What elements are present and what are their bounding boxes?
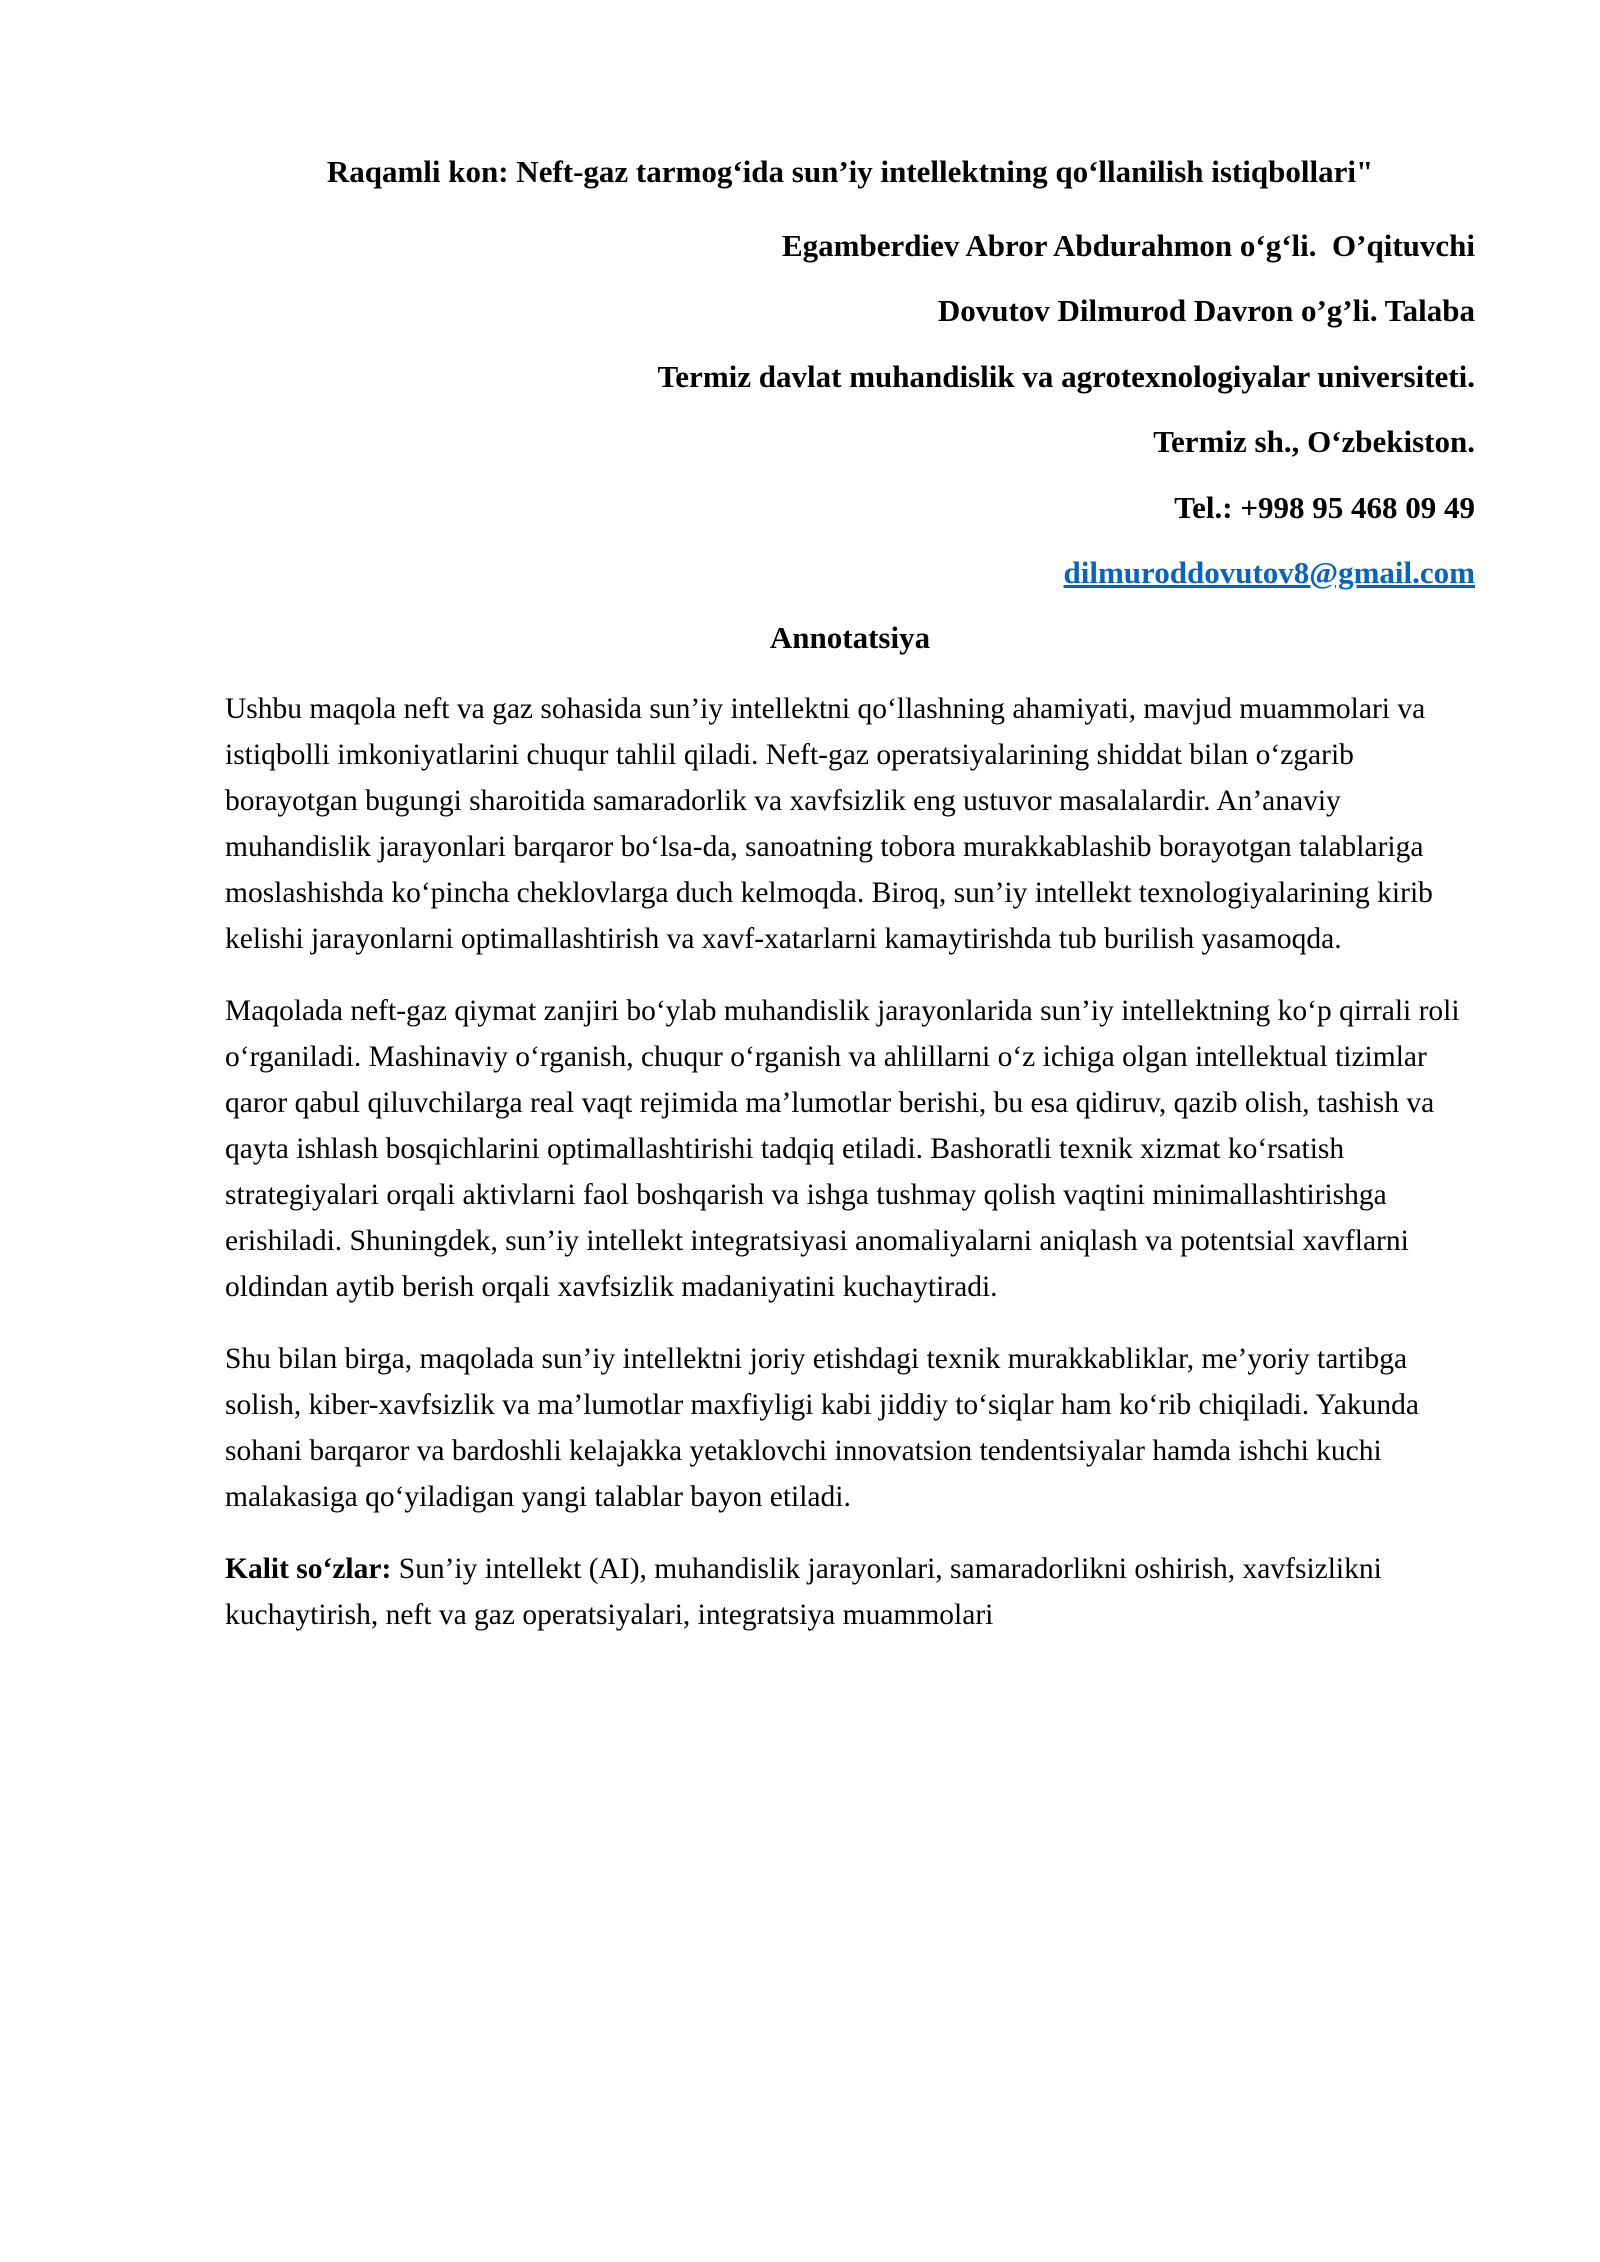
email-line [225, 551, 1475, 594]
keywords-paragraph [225, 1546, 1475, 1638]
abstract-paragraph-3: Shu bilan birga, maqolada sun’iy intellektni joriy etishdagi texnik murakkabliklar, me’yoriy tartibga solish, kiber-xavfsizlik va ma’lumotlar maxfiyligi kabi jiddiy to‘siqlar ham ko‘rib chiqiladi. Yakunda sohani barqaror va bardoshli kelajakka yetaklovchi innovatsion tendentsiyalar hamda ishchi kuchi malakasiga qo‘yiladigan yangi talablar bayon etiladi. [225, 1342, 1419, 1514]
document-content [225, 148, 1475, 1638]
keywords-text: Sun’iy intellekt (AI), muhandislik jarayonlari, samaradorlikni oshirish, xavfsizlikni kuchaytirish, neft va gaz operatsiyalari, integratsiya muammolari [225, 1553, 1382, 1632]
paper-title: Raqamli kon: Neft-gaz tarmog‘ida sun’iy intellektning qo‘llanilish istiqbollari" [326, 154, 1374, 189]
location-line: Termiz sh., O‘zbekiston. [1153, 424, 1475, 460]
author-line-2: Dovutov Dilmurod Davron o’g’li. Talaba [937, 293, 1475, 329]
keywords-label: Kalit so‘zlar: [225, 1553, 392, 1586]
author-line-1: Egamberdiev Abror Abdurahmon o‘g‘li. O’qituvchi [782, 228, 1475, 264]
abstract-heading: Annotatsiya [769, 620, 931, 656]
abstract-paragraph-2: Maqolada neft-gaz qiymat zanjiri bo‘ylab muhandislik jarayonlarida sun’iy intellektning ko‘p qirrali roli o‘rganiladi. Mashinaviy o‘rganish, chuqur o‘rganish va ahlillarni o‘z ichiga olgan intellektual tizimlar qaror qabul qiluvchilarga real vaqt rejimida ma’lumotlar berishi, bu esa qidiruv, qazib olish, tashish va qayta ishlash bosqichlarini optimallashtirishi tadqiq etiladi. Bashoratli texnik xizmat ko‘rsatish strategiyalari orqali aktivlarni faol boshqarish va ishga tushmay qolish vaqtini minimallashtirishga erishiladi. Shuningdek, sun’iy intellekt integratsiyasi anomaliyalarni aniqlash va potentsial xavflarni oldindan aytib berish orqali xavfsizlik madaniyatini kuchaytiradi. [225, 994, 1460, 1303]
phone-line: Tel.: +998 95 468 09 49 [1174, 489, 1475, 525]
affiliation-line: Termiz davlat muhandislik va agrotexnologiyalar universiteti. [657, 358, 1475, 394]
abstract-paragraph-1: Ushbu maqola neft va gaz sohasida sun’iy intellektni qo‘llashning ahamiyati, mavjud muammolari va istiqbolli imkoniyatlarini chuqur tahlil qiladi. Neft-gaz operatsiyalarining shiddat bilan o‘zgarib borayotgan bugungi sharoitida samaradorlik va xavfsizlik eng ustuvor masalalardir. An’anaviy muhandislik jarayonlari barqaror bo‘lsa-da, sanoatning tobora murakkablashib borayotgan talablariga moslashishda ko‘pincha cheklovlarga duch kelmoqda. Biroq, sun’iy intellekt texnologiyalarining kirib kelishi jarayonlarni optimallashtirish va xavf-xatarlarni kamaytirishda tub burilish yasamoqda. [225, 692, 1433, 955]
email-link[interactable]: dilmuroddovutov8@gmail.com [1063, 555, 1475, 590]
